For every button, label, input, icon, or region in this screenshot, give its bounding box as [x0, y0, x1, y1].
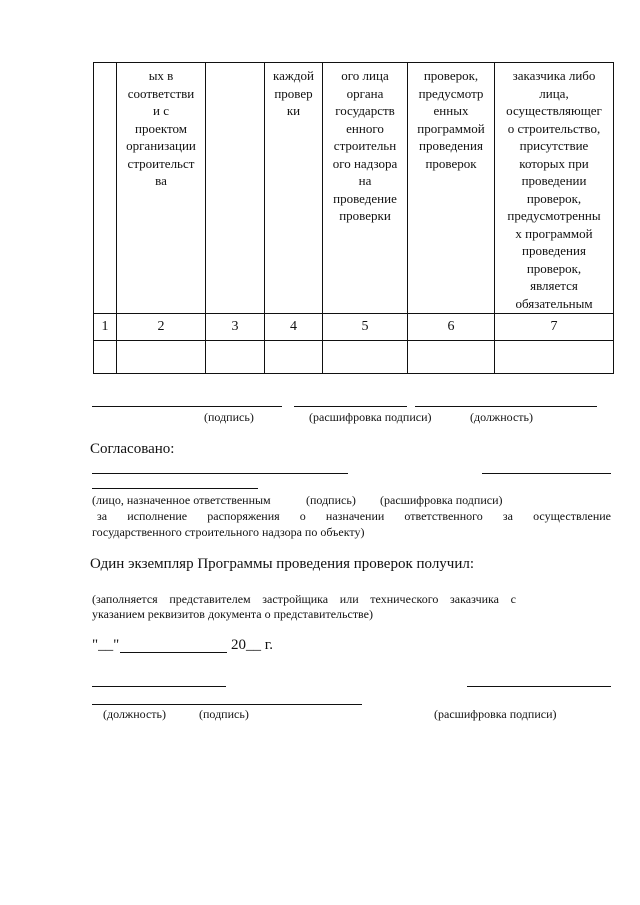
- agreed-caption-rasshifrovka: (расшифровка подписи): [380, 493, 503, 507]
- label-dolzhnost: (должность): [470, 410, 533, 424]
- empty-cell[interactable]: [206, 341, 265, 374]
- empty-cell[interactable]: [117, 341, 206, 374]
- signature-line-2a[interactable]: [92, 686, 226, 687]
- label2-podpis: (подпись): [199, 707, 249, 721]
- agreed-caption-line3: государственного строительного надзора по объекту): [92, 525, 365, 539]
- empty-cell[interactable]: [265, 341, 323, 374]
- header-cell-6: проверок, предусмотр енных программой проведения проверок: [408, 63, 495, 314]
- column-number: 6: [408, 314, 495, 341]
- column-number: 7: [495, 314, 614, 341]
- label2-rasshifrovka: (расшифровка подписи): [434, 707, 557, 721]
- signature-line-2c[interactable]: [92, 704, 362, 705]
- label2-dolzhnost: (должность): [103, 707, 166, 721]
- received-note-line1: (заполняется представителем застройщика или технического заказчика с: [92, 592, 516, 606]
- signature-line-1b[interactable]: [294, 406, 407, 407]
- table-header-row: [94, 63, 614, 314]
- column-number: 4: [265, 314, 323, 341]
- date-year: 20__ г.: [231, 637, 273, 653]
- agreed-caption-line2: за исполнение распоряжения о назначении ответственного за осуществление: [97, 509, 611, 523]
- header-cell-4: каждой провер ки: [265, 63, 323, 314]
- empty-cell[interactable]: [323, 341, 408, 374]
- table-empty-row: [94, 341, 614, 374]
- table-number-row: [94, 314, 614, 341]
- agreed-line-b[interactable]: [482, 473, 611, 474]
- agreed-caption-person: (лицо, назначенное ответственным: [92, 493, 271, 507]
- column-number: 3: [206, 314, 265, 341]
- date-day: "__": [92, 637, 120, 653]
- column-number: 2: [117, 314, 206, 341]
- received-title: Один экземпляр Программы проведения проверок получил:: [90, 556, 475, 572]
- agreed-line-a[interactable]: [92, 473, 348, 474]
- empty-cell[interactable]: [408, 341, 495, 374]
- header-cell-3: [206, 63, 265, 314]
- column-number: 5: [323, 314, 408, 341]
- date-month-line[interactable]: [120, 652, 227, 653]
- label-podpis: (подпись): [204, 410, 254, 424]
- label-rasshifrovka: (расшифровка подписи): [309, 410, 432, 424]
- column-number: 1: [94, 314, 117, 341]
- agreed-title: Согласовано:: [90, 441, 175, 457]
- received-note-line2: указанием реквизитов документа о представительстве): [92, 607, 373, 621]
- header-cell-5: ого лица органа государств енного строительн ого надзора на проведение проверки: [323, 63, 408, 314]
- agreed-line-c[interactable]: [92, 488, 258, 489]
- signature-line-1c[interactable]: [415, 406, 597, 407]
- signature-line-1a[interactable]: [92, 406, 282, 407]
- header-cell-2: ых в соответстви и с проектом организации строительст ва: [117, 63, 206, 314]
- header-cell-7: заказчика либо лица, осуществляющег о строительство, присутствие которых при проведении проверок, предусмотренны х программой проведения проверок, является обязательным: [495, 63, 614, 314]
- empty-cell[interactable]: [94, 341, 117, 374]
- agreed-caption-podpis: (подпись): [306, 493, 356, 507]
- signature-line-2b[interactable]: [467, 686, 611, 687]
- empty-cell[interactable]: [495, 341, 614, 374]
- header-cell-1: [94, 63, 117, 314]
- inspection-table: [93, 62, 614, 374]
